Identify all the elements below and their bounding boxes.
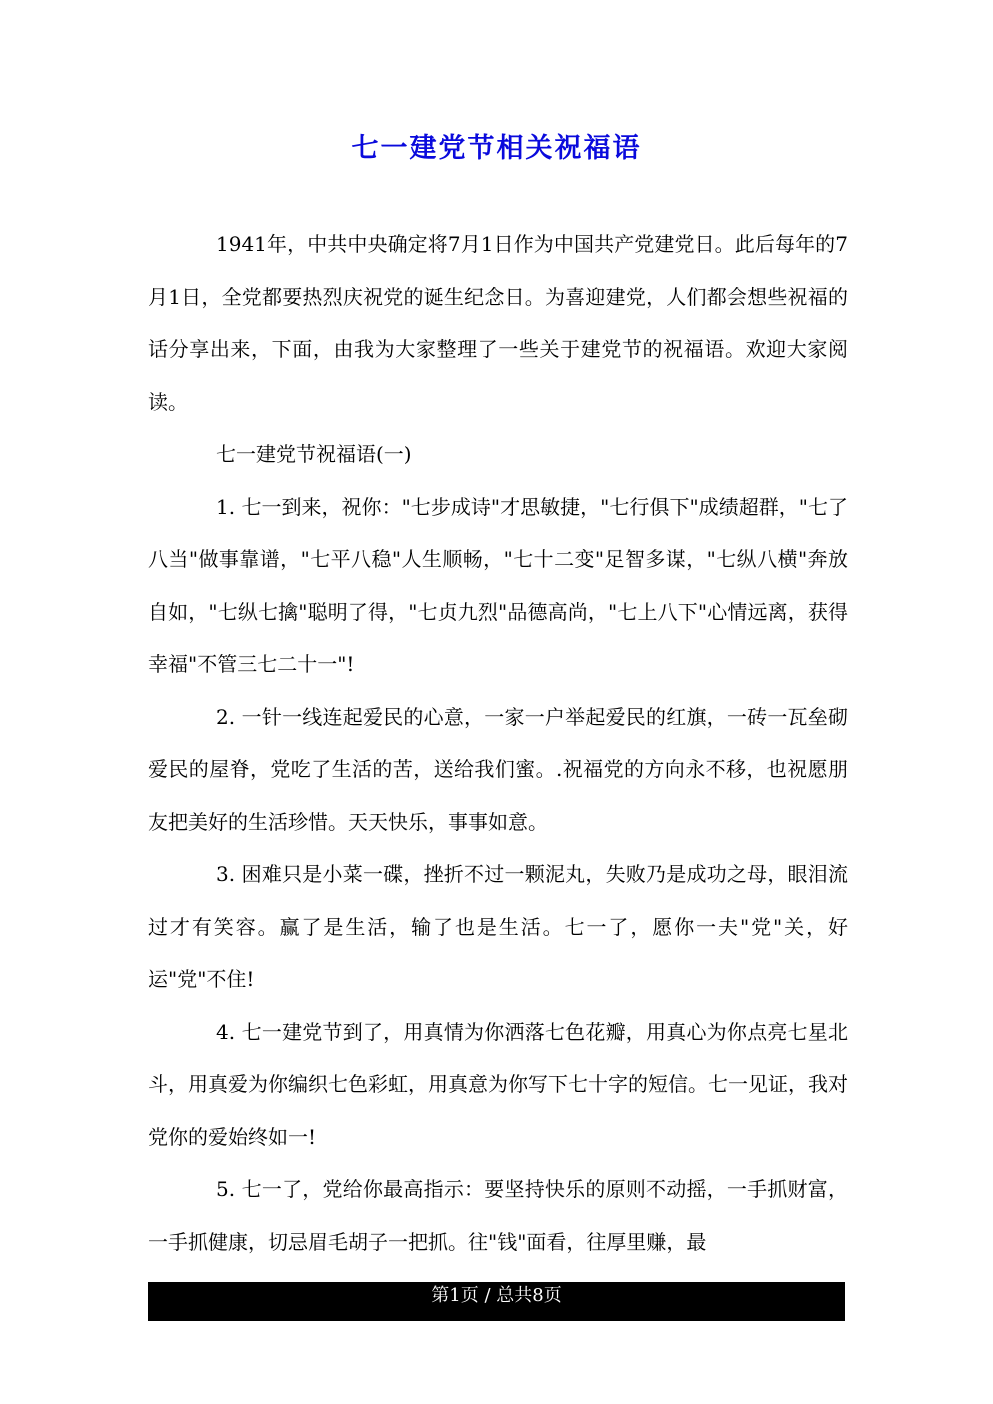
intro-paragraph: 1941年，中共中央确定将7月1日作为中国共产党建党日。此后每年的7月1日，全党都要热烈庆祝党的诞生纪念日。为喜迎建党，人们都会想些祝福的话分享出来，下面，由我为大家整理了一些关于建党节的祝福语。欢迎大家阅读。 [148,232,848,414]
document-body [148,218,848,1268]
greeting-item-3: 3. 困难只是小菜一碟，挫折不过一颗泥丸，失败乃是成功之母，眼泪流过才有笑容。赢了是生活，输了也是生活。七一了，愿你一夫"党"关，好运"党"不住! [148,862,848,991]
section-heading: 七一建党节祝福语(一) [216,442,412,466]
greeting-item-5: 5. 七一了，党给你最高指示：要坚持快乐的原则不动摇，一手抓财富，一手抓健康，切忌眉毛胡子一把抓。往"钱"面看，往厚里赚，最 [148,1177,848,1254]
greeting-item-4: 4. 七一建党节到了，用真情为你洒落七色花瓣，用真心为你点亮七星北斗，用真爱为你编织七色彩虹，用真意为你写下七十字的短信。七一见证，我对党你的爱始终如一! [148,1019,848,1149]
page-footer [148,1282,845,1321]
greeting-item-2: 2. 一针一线连起爱民的心意，一家一户举起爱民的红旗，一砖一瓦垒砌爱民的屋脊，党吃了生活的苦，送给我们蜜。.祝福党的方向永不移，也祝愿朋友把美好的生活珍惜。天天快乐，事事如意。 [148,704,848,834]
page-indicator: 第1页 / 总共8页 [431,1285,562,1306]
document-title: 七一建党节相关祝福语 [351,133,642,164]
greeting-item-1: 1. 七一到来，祝你："七步成诗"才思敏捷，"七行俱下"成绩超群，"七了八当"做事靠谱，"七平八稳"人生顺畅，"七十二变"足智多谋，"七纵八横"奔放自如，"七纵七擒"聪明了得，"七贞九烈"品德高尚，"七上八下"心情远离，获得幸福"不管三七二十一"! [148,494,848,676]
